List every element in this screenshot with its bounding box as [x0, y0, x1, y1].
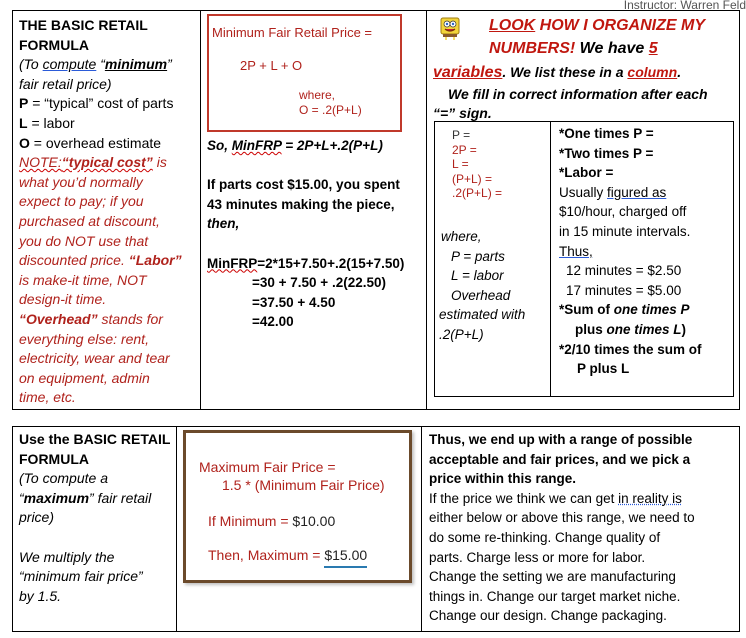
compute-word: compute	[42, 56, 97, 73]
variables-column	[452, 128, 502, 201]
text-span: If the price we think we can get	[429, 490, 619, 506]
then-line: then,	[207, 216, 240, 232]
numbers-word: NUMBERS!	[489, 40, 576, 57]
note-label: NOTE:	[19, 154, 62, 171]
minutes-line: 43 minutes making the piece,	[207, 196, 395, 212]
top-divider-2	[426, 10, 427, 410]
text-span: We have	[575, 40, 649, 57]
calc-line-3: =37.50 + 4.50	[252, 294, 336, 310]
text-span: (To	[19, 56, 43, 73]
text-span: If Minimum =	[208, 513, 293, 529]
note-text: electricity, wear and tear	[19, 350, 170, 367]
var-o-key: O	[19, 134, 30, 151]
note-text: expect to pay; if you	[19, 193, 144, 210]
where-formula: .2(P+L)	[439, 326, 484, 342]
spacer	[19, 528, 175, 548]
note-line	[19, 153, 199, 173]
minfrp-term: MinFRP	[231, 138, 282, 153]
note-text: time, etc.	[19, 389, 76, 406]
range-line-8: Change the setting we are manufacturing	[429, 569, 676, 585]
labor-term: “Labor”	[128, 252, 182, 269]
overhead-term: “Overhead”	[19, 310, 98, 327]
look-heading	[489, 17, 705, 35]
range-line-5: either below or above this range, we need to	[429, 510, 695, 526]
usually-line	[559, 183, 737, 203]
spacer	[207, 234, 425, 254]
min-fair-price-line: “minimum fair price”	[19, 568, 143, 585]
reality-line	[429, 489, 739, 509]
fill-line: We fill in correct information after each	[448, 86, 708, 102]
labor-note-line	[19, 251, 199, 271]
so-formula-line	[207, 136, 425, 156]
range-line-7: parts. Charge less or more for labor.	[429, 549, 646, 565]
minfrp-term: MinFRP	[207, 255, 258, 271]
note-text: on equipment, admin	[19, 369, 150, 386]
text-span: is	[152, 154, 167, 171]
var-l-desc: = labor	[27, 114, 75, 131]
text-span: ”	[167, 56, 172, 73]
text-span: ” fair retail	[89, 489, 152, 506]
sponge-character-icon	[437, 15, 463, 41]
note-text: is make-it time, NOT	[19, 271, 147, 288]
price-line: price)	[19, 509, 55, 526]
min-price-formula-box	[207, 14, 402, 132]
compute-minimum-line	[19, 55, 199, 75]
numbers-heading	[489, 40, 658, 58]
max-price-formula: 1.5 * (Minimum Fair Price)	[222, 477, 385, 493]
range-explanation-cell	[429, 430, 739, 626]
parts-cost-line: If parts cost $15.00, you spent	[207, 177, 400, 193]
where-overhead: Overhead	[451, 287, 511, 303]
text-span: Usually	[559, 184, 608, 200]
var-o-desc: = overhead estimate	[29, 134, 162, 151]
plus-line	[559, 320, 737, 340]
then-maximum-line	[208, 547, 367, 563]
look-word: LOOK	[489, 17, 536, 34]
instructor-label: Instructor: Warren Feld	[623, 0, 746, 12]
maximum-word: maximum	[23, 489, 90, 506]
calc-line-1	[207, 254, 425, 274]
two-times-p: *Two times P =	[559, 145, 654, 161]
maximum-line	[19, 489, 175, 509]
inner-divider	[550, 121, 551, 397]
in-reality-phrase: in reality is	[618, 490, 682, 506]
note-text: you do NOT use that	[19, 232, 149, 249]
text-span: HOW I ORGANIZE MY	[535, 17, 705, 34]
sign-line: “=” sign.	[433, 105, 492, 121]
min-price-calc-cell	[207, 136, 425, 332]
min-price-formula: 2P + L + O	[240, 58, 303, 73]
fair-retail-line: fair retail price)	[19, 75, 112, 92]
var-p-desc: = “typical” cost of parts	[28, 95, 174, 112]
text-span: = 2P+L+.2(P+L)	[281, 138, 383, 153]
text-span: =2*15+7.50+.2(15+7.50)	[257, 255, 405, 271]
var-p-key: P	[19, 95, 29, 112]
var-pl: (P+L) =	[452, 171, 493, 186]
by-factor-line: by 1.5.	[19, 587, 62, 604]
overhead-note-line	[19, 310, 199, 330]
example-17-min: 17 minutes = $5.00	[566, 282, 682, 298]
text-span: So,	[207, 138, 232, 153]
variables-line	[433, 64, 681, 82]
note-text: what you’d normally	[19, 173, 143, 190]
where-p: P = parts	[451, 248, 505, 264]
overhead-formula: O = .2(P+L)	[299, 103, 362, 117]
if-minimum-line	[208, 513, 335, 529]
text-span: .	[677, 64, 682, 80]
range-line-9: things in. Change our target market niche.	[429, 588, 681, 604]
minimum-value: $10.00	[292, 513, 336, 529]
text-span: “	[19, 489, 24, 506]
basic-formula-title-line1: THE BASIC RETAIL	[19, 17, 148, 33]
where-label: where,	[299, 88, 336, 102]
text-span: discounted price.	[19, 252, 129, 269]
spacer	[207, 156, 425, 176]
use-formula-line2: FORMULA	[19, 450, 89, 467]
max-price-title: Maximum Fair Price =	[199, 459, 336, 475]
var-p: P =	[452, 128, 471, 142]
explanation-column	[559, 124, 737, 379]
note-text: purchased at discount,	[19, 212, 160, 229]
var-2pl: .2(P+L) =	[452, 186, 503, 200]
maximum-value: $15.00	[324, 547, 367, 568]
variables-word: variables	[433, 64, 503, 81]
one-times-p: *One times P =	[559, 126, 654, 141]
range-line-6: do some re-thinking. Change quality of	[429, 529, 661, 545]
typical-cost-term: “typical cost”	[61, 154, 153, 171]
calc-line-2: =30 + 7.50 + .2(22.50)	[252, 275, 386, 291]
rate-line: $10/hour, charged off	[559, 204, 687, 220]
five-count: 5	[648, 40, 658, 57]
thus-line: Thus,	[559, 243, 593, 259]
minimum-word: minimum	[104, 56, 168, 73]
text-span: plus	[575, 321, 607, 337]
interval-line: in 15 minute intervals.	[559, 223, 691, 239]
var-o-line	[19, 134, 199, 154]
var-p-line	[19, 94, 199, 114]
maximum-formula-cell	[19, 430, 175, 606]
where-label: where,	[441, 229, 482, 244]
text-span: *Sum of	[559, 302, 614, 318]
range-line-10: Change our design. Change packaging.	[429, 608, 667, 624]
text-span: Then, Maximum =	[208, 547, 325, 563]
compute-max-line: (To compute a	[19, 470, 108, 487]
basic-formula-cell	[19, 16, 199, 408]
note-text: everything else: rent,	[19, 330, 149, 347]
var-l: L =	[452, 157, 469, 171]
text-span: “	[96, 56, 105, 73]
text-span: )	[681, 321, 687, 337]
example-12-min: 12 minutes = $2.50	[566, 263, 682, 279]
var-l-line	[19, 114, 199, 134]
text-span: . We list these in a	[502, 64, 628, 80]
p-plus-l-line: P plus L	[577, 361, 630, 377]
bottom-divider-2	[421, 426, 422, 632]
figured-word: figured as	[607, 184, 667, 200]
note-text: design-it time.	[19, 291, 107, 308]
basic-formula-title-line2: FORMULA	[19, 36, 89, 53]
where-l: L = labor	[451, 268, 504, 284]
bottom-divider-1	[176, 426, 177, 632]
text-span: one times P	[613, 302, 690, 318]
calc-line-4: =42.00	[252, 314, 294, 330]
max-price-formula-box	[183, 430, 412, 583]
min-price-title: Minimum Fair Retail Price =	[212, 25, 373, 40]
range-line-1: Thus, we end up with a range of possible	[429, 432, 693, 447]
top-divider-1	[200, 10, 201, 410]
multiply-line: We multiply the	[19, 548, 115, 565]
labor-label: *Labor =	[559, 165, 614, 181]
two-tenths-line: *2/10 times the sum of	[559, 341, 702, 357]
where-block	[439, 227, 525, 345]
where-estimated: estimated with	[439, 307, 526, 323]
text-span: stands for	[97, 310, 163, 327]
column-word: column	[627, 64, 678, 80]
var-l-key: L	[19, 114, 28, 131]
text-span: one times L	[606, 321, 682, 337]
var-2p: 2P =	[452, 142, 477, 157]
range-line-3: price within this range.	[429, 471, 577, 487]
range-line-2: acceptable and fair prices, and we pick a	[429, 451, 691, 467]
use-formula-line1: Use the BASIC RETAIL	[19, 431, 171, 447]
sum-line	[559, 300, 737, 320]
